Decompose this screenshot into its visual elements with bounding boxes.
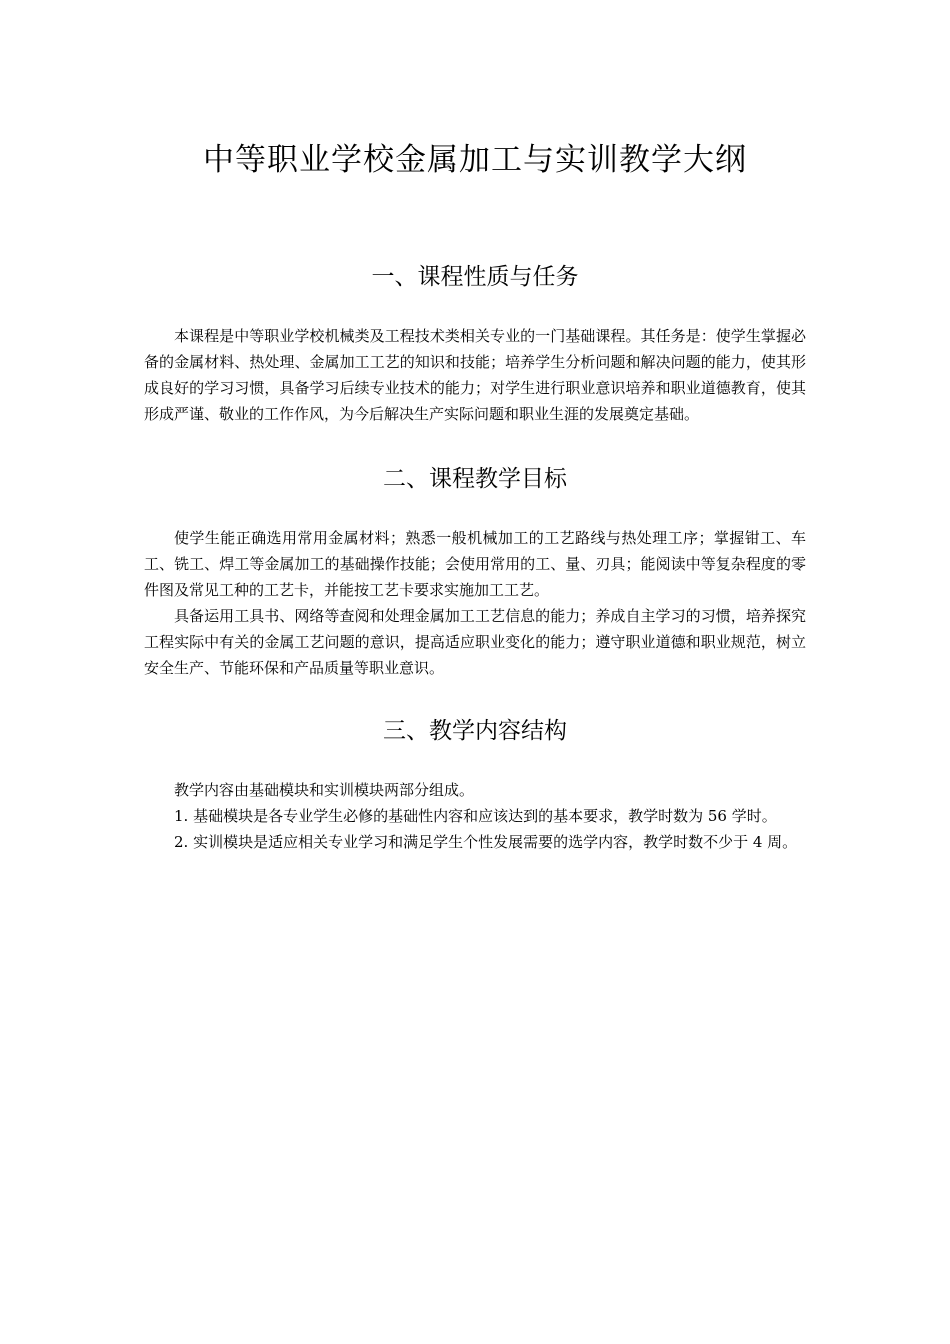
section-body-nature-and-tasks xyxy=(144,323,806,427)
document-title: 中等职业学校金属加工与实训教学大纲 xyxy=(203,142,747,178)
list-item-training-module: 2. 实训模块是适应相关专业学习和满足学生个性发展需要的选学内容，教学时数不少于 4 周。 xyxy=(174,833,798,851)
section-heading-teaching-objectives: 二、课程教学目标 xyxy=(383,466,567,492)
section-body-content-structure xyxy=(144,777,806,855)
paragraph: 教学内容由基础模块和实训模块两部分组成。 xyxy=(174,781,475,799)
list-item-basic-module: 1. 基础模块是各专业学生必修的基础性内容和应该达到的基本要求，教学时数为 56 学时。 xyxy=(174,807,777,825)
paragraph: 本课程是中等职业学校机械类及工程技术类相关专业的一门基础课程。其任务是：使学生掌握必备的金属材料、热处理、金属加工工艺的知识和技能；培养学生分析问题和解决问题的能力，使其形成良好的学习习惯，具备学习后续专业技术的能力；对学生进行职业意识培养和职业道德教育，使其形成严谨、敬业的工作作风，为今后解决生产实际问题和职业生涯的发展奠定基础。 xyxy=(144,327,806,423)
paragraph: 具备运用工具书、网络等查阅和处理金属加工工艺信息的能力；养成自主学习的习惯，培养探究工程实际中有关的金属工艺问题的意识，提高适应职业变化的能力；遵守职业道德和职业规范，树立安全生产、节能环保和产品质量等职业意识。 xyxy=(144,607,806,677)
paragraph: 使学生能正确选用常用金属材料；熟悉一般机械加工的工艺路线与热处理工序；掌握钳工、车工、铣工、焊工等金属加工的基础操作技能；会使用常用的工、量、刃具；能阅读中等复杂程度的零件图及常见工种的工艺卡，并能按工艺卡要求实施加工工艺。 xyxy=(144,529,806,599)
section-body-teaching-objectives xyxy=(144,525,806,681)
section-heading-content-structure: 三、教学内容结构 xyxy=(383,718,567,744)
section-heading-nature-and-tasks: 一、课程性质与任务 xyxy=(371,264,579,290)
